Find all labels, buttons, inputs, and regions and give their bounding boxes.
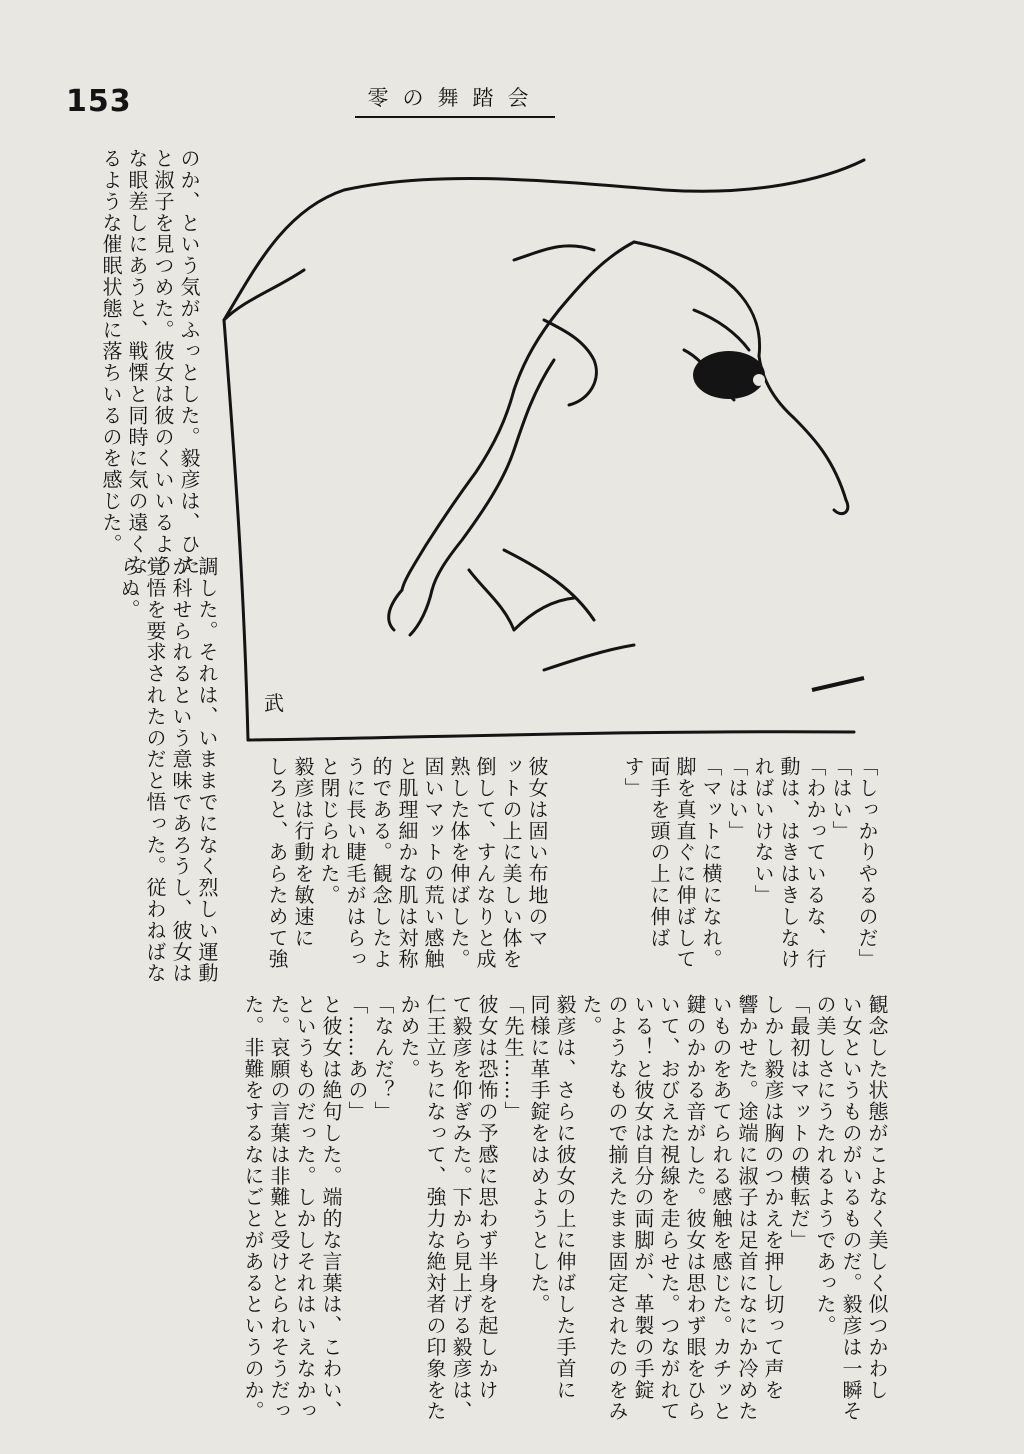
text-line: うに長い睫毛がはらっ bbox=[343, 756, 367, 970]
illustration-signature: 武 bbox=[264, 691, 284, 715]
page-number: 153 bbox=[66, 84, 132, 119]
text-block-mid-center bbox=[230, 756, 550, 990]
running-title: 零の舞踏会 bbox=[355, 82, 555, 118]
text-line: 「はい」 bbox=[725, 756, 749, 842]
text-line: 「はい」 bbox=[829, 756, 853, 842]
text-line: 両手を頭の上に伸ば bbox=[647, 756, 671, 949]
text-line: 固いマットの荒い感触 bbox=[421, 756, 445, 970]
text-line: 熟した体を伸ばした。 bbox=[447, 756, 471, 970]
text-line: の美しさにうたれるようであった。 bbox=[813, 994, 837, 1337]
text-line: のか、という気がふっとした。毅彦は、ひた bbox=[177, 148, 201, 576]
text-line: 動は、はきはきしなけ bbox=[777, 756, 801, 970]
text-line: と閉じられた。 bbox=[317, 756, 341, 906]
illustration bbox=[214, 150, 886, 754]
text-line: な眼差しにあうと、戦慄と同時に気の遠くな bbox=[125, 148, 149, 576]
text-line: しかし毅彦は胸のつかえを押し切って声を bbox=[761, 994, 785, 1401]
text-line: いる！と彼女は自分の両脚が、革製の手錠 bbox=[631, 994, 655, 1401]
text-line: 「なんだ？」 bbox=[371, 994, 395, 1123]
text-line: るような催眠状態に落ちいるのを感じた。 bbox=[99, 148, 123, 555]
text-line: 響かせた。途端に淑子は足首になにか冷めた bbox=[735, 994, 759, 1422]
text-line: た。非難をするなにごとがあるというのか。 bbox=[241, 994, 265, 1422]
text-line: 「しっかりやるのだ」 bbox=[855, 756, 879, 970]
text-line: と肌理細かな肌は対称 bbox=[395, 756, 419, 970]
text-line: 彼女は固い布地のマ bbox=[525, 756, 549, 949]
text-line: 毅彦は、さらに彼女の上に伸ばした手首に bbox=[553, 994, 577, 1401]
text-line: かめた。 bbox=[397, 994, 421, 1080]
text-line: い女というものがいるものだ。毅彦は一瞬そ bbox=[839, 994, 863, 1422]
text-line: 倒して、すんなりと成 bbox=[473, 756, 497, 970]
text-line: 「最初はマットの横転だ」 bbox=[787, 994, 811, 1251]
text-line: 脚を真直ぐに伸ばして bbox=[673, 756, 697, 970]
text-line: 彼女は恐怖の予感に思わず半身を起しかけ bbox=[475, 994, 499, 1401]
text-line: た。 bbox=[579, 994, 603, 1037]
text-line: しろと、あらためて強 bbox=[265, 756, 289, 970]
text-line: 仁王立ちになって、強力な絶対者の印象をた bbox=[423, 994, 447, 1422]
text-line: 観念した状態がこよなく美しく似つかわし bbox=[865, 994, 889, 1401]
text-block-mid-left bbox=[80, 556, 220, 986]
text-line: て毅彦を仰ぎみた。下から見上げる毅彦は、 bbox=[449, 994, 473, 1422]
text-line: 「先生……」 bbox=[501, 994, 525, 1123]
text-block-mid-right bbox=[560, 756, 880, 990]
text-line: た。哀願の言葉は非難と受けとられそうだっ bbox=[267, 994, 291, 1422]
text-line: と淑子を見つめた。彼女は彼のくいいるよう bbox=[151, 148, 175, 576]
text-line: 鍵のかかる音がした。彼女は思わず眼をひら bbox=[683, 994, 707, 1422]
text-block-bottom bbox=[80, 994, 890, 1422]
text-line: ットの上に美しい体を bbox=[499, 756, 523, 970]
text-line: 的である。観念したよ bbox=[369, 756, 393, 970]
text-line: ればいけない」 bbox=[751, 756, 775, 906]
text-line: 「……あの」 bbox=[345, 994, 369, 1123]
text-line: らぬ。 bbox=[117, 556, 141, 621]
text-line: 「マットに横になれ。 bbox=[699, 756, 723, 970]
text-line: 「わかっているな、行 bbox=[803, 756, 827, 970]
text-line: 覚悟を要求されたのだと悟った。従わねばな bbox=[143, 556, 167, 984]
text-line: が科せられるという意味であろうし、彼女は bbox=[169, 556, 193, 984]
text-line: す」 bbox=[621, 756, 645, 799]
text-line: と彼女は絶句した。端的な言葉は、こわい、 bbox=[319, 994, 343, 1422]
text-line: いて、おびえた視線を走らせた。つながれて bbox=[657, 994, 681, 1422]
text-line: 調した。それは、いままでになく烈しい運動 bbox=[195, 556, 219, 984]
text-line: というものだった。しかしそれはいえなかっ bbox=[293, 994, 317, 1422]
text-line: いものをあてられる感触を感じた。カチッと bbox=[709, 994, 733, 1422]
text-line: 同様に革手錠をはめようとした。 bbox=[527, 994, 551, 1315]
text-line: 毅彦は行動を敏速に bbox=[291, 756, 315, 949]
text-line: のようなもので揃えたまま固定されたのをみ bbox=[605, 994, 629, 1422]
